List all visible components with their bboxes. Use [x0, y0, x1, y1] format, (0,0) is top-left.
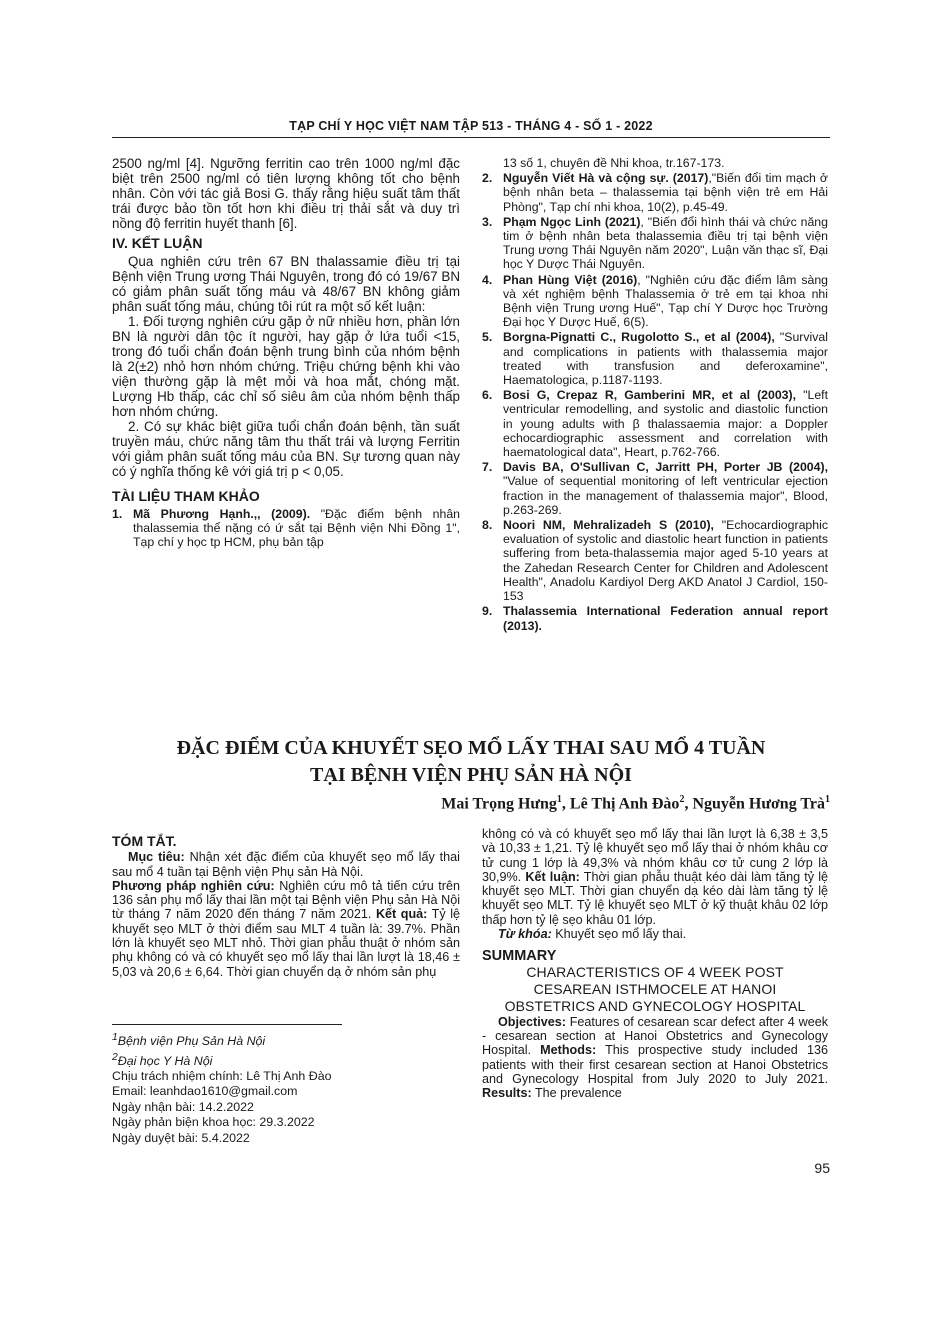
- summary-body: [482, 1015, 828, 1101]
- article-title: [112, 735, 830, 789]
- reference-text: "Đặc điểm bệnh nhân thalassemia thể nặng có ứ sắt tại Bệnh viện Nhi Đồng 1", Tạp chí y học tp HCM, phụ bản tập: [133, 507, 460, 550]
- reference-text: 13 số 1, chuyên đề Nhi khoa, tr.167-173.: [503, 156, 725, 170]
- article-title-line-1: ĐẶC ĐIỂM CỦA KHUYẾT SẸO MỔ LẤY THAI SAU MỔ 4 TUẦN: [176, 737, 766, 759]
- affiliation-2: [112, 1050, 452, 1070]
- affiliation-mark: 2: [112, 1051, 118, 1063]
- references-right: [482, 156, 828, 634]
- footnotes: [112, 1030, 452, 1146]
- abstract-text: Tỷ lệ khuyết sẹo MLT ở thời điểm sau MLT 4 tuần là: 39.7%. Phần lớn là khuyết sẹo MLT nhỏ. Thời gian phẫu thuật ở nhóm sản phụ không có và có khuyết sẹo mổ lấy thai lần lượt là 18,46 ± 5,03 và 20,6 ± 6,64. Thời gian chuyển dạ ở nhóm sản phụ: [112, 907, 461, 979]
- conclusion-intro: Qua nghiên cứu trên 67 BN thalassamie điều trị tại Bệnh viện Trung ương Thái Nguyên, trong đó có 19/67 BN có giảm phân suất tống máu và 48/67 BN không giảm phân suất tống máu, chúng tôi rút ra một số kết luận:: [112, 254, 460, 314]
- reference-item: [482, 215, 828, 272]
- label: Phương pháp nghiên cứu:: [112, 878, 275, 893]
- abstract-results-continued: [482, 827, 828, 927]
- reference-item: [112, 507, 460, 550]
- reference-text: "Echocardiographic evaluation of systolic and diastolic heart function in patients suffering from beta-thalassemia major aged 5-10 years at the Zahedan Research Center for Children and Adolescent Health", Anadolu Kardiyol Derg AKD Anatol J Cardiol, 150-153: [503, 518, 828, 604]
- affiliation-text: Đại học Y Hà Nội: [117, 1053, 213, 1068]
- reference-author: Nguyễn Viết Hà và cộng sự. (2017): [503, 171, 709, 186]
- conclusion-item-2: 2. Có sự khác biệt giữa tuổi chẩn đoán bệnh, tần suất truyền máu, chức năng tâm thu thất trái và lượng Ferritin với giảm phân suất tống máu của BN. Sự tương quan này có ý nghĩa thống kê với giá trị p < 0,05.: [112, 419, 460, 479]
- page-number: 95: [814, 1160, 830, 1176]
- summary-title: [482, 964, 828, 1015]
- reference-author: Davis BA, O'Sullivan C, Jarritt PH, Porter JB (2004),: [503, 460, 828, 475]
- reference-text: "Value of sequential monitoring of left ventricular ejection fraction in the management of thalassemia major", Blood, p.263-269.: [503, 474, 828, 517]
- label: Kết quả:: [375, 907, 428, 922]
- abstract-text: Thời gian phẫu thuật kéo dài làm tăng tỷ lệ khuyết sẹo MLT. Thời gian chuyển dạ kéo dài làm tăng tỷ lệ khuyết sẹo MLT. Tỷ lệ khuyết sẹo MLT ở kỹ thuật khâu 02 lớp thấp hơn tỷ lệ sẹo khâu 01 lớp.: [482, 869, 829, 927]
- left-column-top: [112, 156, 460, 550]
- label: Kết luận:: [525, 869, 580, 884]
- label: Results:: [482, 1086, 532, 1101]
- summary-title-line: CESAREAN ISTHMOCELE AT HANOI: [533, 980, 777, 997]
- reference-continued: [482, 156, 828, 170]
- summary-title-line: OBSTETRICS AND GYNECOLOGY HOSPITAL: [504, 997, 806, 1014]
- abstract-objective: [112, 850, 460, 879]
- reference-text: , "Biến đổi hình thái và chức năng tim ở bệnh nhân beta thalassemia điều trị tại bệnh viện Trung ương Thái Nguyên năm 2020", Luận văn thạc sĩ, Đại học Y Dược Thái Nguyên.: [503, 214, 828, 272]
- article-authors: Mai Trọng Hưng$^1$, Lê Thị Anh Đào$^2$, Nguyễn Hương Trà$^1$: [441, 794, 830, 813]
- author-affiliation-mark: 2: [679, 794, 685, 805]
- header-rule: [112, 137, 830, 138]
- reference-author: Phạm Ngọc Linh (2021): [503, 214, 641, 229]
- reference-text: ,"Biến đổi tim mạch ở bệnh nhân beta – thalassemia tại bệnh viện trẻ em Hải Phòng", Tạp chí nhi khoa, 10(2), p.45-49.: [503, 171, 828, 214]
- summary-title-line: CHARACTERISTICS OF 4 WEEK POST: [526, 963, 784, 980]
- author-name: Nguyễn Hương Trà: [692, 795, 825, 813]
- reference-item: [482, 460, 828, 517]
- reference-number: 6.: [482, 388, 493, 403]
- reference-item: [482, 171, 828, 214]
- abstract-text: Nghiên cứu mô tả tiến cứu trên 136 sản phụ mổ lấy thai lần một tại Bệnh viện Phụ sản Hà Nội từ tháng 7 năm 2020 đến tháng 7 năm 2021.: [112, 878, 461, 922]
- label: Mục tiêu:: [128, 850, 185, 865]
- affiliation-text: Bệnh viện Phụ Sản Hà Nội: [117, 1034, 266, 1049]
- reference-text: "Survival and complications in patients with thalassemia major treated with transfusion and deferoxamine", Haematologica, p.1187-1193.: [503, 330, 828, 388]
- abstract-right: [482, 827, 828, 1100]
- reference-number: 2.: [482, 171, 493, 186]
- reference-text: , "Nghiên cứu đặc điểm lâm sàng và xét nghiệm bệnh Thalassemia ở trẻ em tại khoa nhi Bệnh viện Trung ương Huế", Tạp chí Y Dược học Trường Đại học Y Dược Huế, 6(5).: [503, 272, 828, 330]
- abstract-text: Nhận xét đặc điểm của khuyết sẹo mổ lấy thai sau mổ 4 tuần tại Bệnh viện Phụ sản Hà Nội.: [112, 850, 460, 879]
- author-name: Mai Trọng Hưng: [441, 795, 557, 813]
- reference-item: [482, 388, 828, 459]
- conclusion-heading: IV. KẾT LUẬN: [112, 235, 203, 251]
- reference-number: 5.: [482, 330, 493, 345]
- conclusion-item-1: 1. Đối tượng nghiên cứu gặp ở nữ nhiều hơn, phần lớn BN là người dân tộc ít người, hay gặp ở lứa tuổi <15, trong đó tuổi chẩn đoán bệnh trung bình của nhóm bệnh là 2(±2) nhỏ hơn nhóm chứng. Triệu chứng bệnh khi vào viện thường gặp là mệt mỏi và hoa mắt, chóng mặt. Lượng Hb thấp, các chỉ số siêu âm của nhóm bệnh thấp hơn nhóm chứng.: [112, 314, 460, 419]
- reference-text: "Left ventricular remodelling, and systolic and diastolic function in young adults with β thalassaemia major: a Doppler echocardiographic assessment and correlation with haematological data", Heart, p.762-766.: [503, 388, 828, 460]
- references-left: [112, 507, 460, 550]
- abstract-text: Khuyết sẹo mổ lấy thai.: [551, 927, 687, 942]
- abstract-left: [112, 834, 460, 979]
- abstract-keywords: [482, 927, 828, 941]
- date-approved: Ngày duyệt bài: 5.4.2022: [112, 1130, 250, 1145]
- reference-number: 7.: [482, 460, 493, 475]
- reference-number: 1.: [112, 507, 123, 521]
- abstract-text: không có và có khuyết sẹo mổ lấy thai lần lượt là 6,38 ± 3,5 và 10,33 ± 1,21. Tỷ lệ khuyết sẹo mổ lấy thai ở nhóm khâu cơ tử cung 1 lớp là 49,3% và nhóm khâu cơ tử cung 2 lớp là 30,9%.: [482, 827, 828, 884]
- label: Từ khóa:: [498, 927, 552, 942]
- author-affiliation-mark: 1: [556, 794, 562, 805]
- references-heading: TÀI LIỆU THAM KHẢO: [112, 488, 260, 504]
- reference-number: 8.: [482, 518, 493, 533]
- abstract-methods: [112, 879, 460, 979]
- article-title-line-2: TẠI BỆNH VIỆN PHỤ SẢN HÀ NỘI: [310, 764, 632, 786]
- author-name: Lê Thị Anh Đào: [569, 795, 680, 813]
- reference-author: Mã Phương Hạnh.,, (2009).: [133, 507, 311, 521]
- label: Methods:: [540, 1043, 597, 1058]
- abstract-heading: TÓM TẮT.: [112, 833, 177, 849]
- contact-email: Email: leanhdao1610@gmail.com: [112, 1084, 298, 1099]
- summary-text: This prospective study included 136 patients with their first cesarean section at Hanoi Obstetrics and Gynecology Hospital from July 2020 to July 2021.: [482, 1043, 828, 1086]
- reference-author: Phan Hùng Việt (2016): [503, 272, 638, 287]
- paragraph-continued: 2500 ng/ml [4]. Ngưỡng ferritin cao trên 1000 ng/ml đặc biệt trên 2500 ng/ml có tiên lượng không tốt cho bệnh nhân. Còn với tác giả Bosi G. thấy rằng hiệu suất tâm thất trái được bảo tồn tốt hơn khi điều trị thải sắt và duy trì nồng độ ferritin huyết thanh [6].: [112, 156, 460, 231]
- summary-heading: SUMMARY: [482, 948, 557, 965]
- journal-header: TẠP CHÍ Y HỌC VIỆT NAM TẬP 513 - THÁNG 4 - SỐ 1 - 2022: [289, 119, 653, 133]
- summary-text: Features of cesarean scar defect after 4 week - cesarean section at Hanoi Obstetrics and Gynecology Hospital.: [482, 1014, 828, 1058]
- reference-item: [482, 330, 828, 387]
- affiliation-mark: 1: [112, 1032, 118, 1043]
- reference-author: Noori NM, Mehralizadeh S (2010),: [503, 518, 714, 533]
- reference-item: [482, 273, 828, 330]
- reference-number: 3.: [482, 214, 493, 229]
- reference-item: [482, 518, 828, 603]
- reference-item: [482, 604, 828, 632]
- responsible-author: Chịu trách nhiệm chính: Lê Thị Anh Đào: [112, 1069, 332, 1084]
- reference-author: Bosi G, Crepaz R, Gamberini MR, et al (2003),: [503, 388, 797, 403]
- author-affiliation-mark: 1: [825, 794, 830, 805]
- affiliation-1: [112, 1030, 452, 1050]
- reference-number: 9.: [482, 604, 493, 619]
- reference-author: Thalassemia International Federation annual report (2013).: [503, 604, 828, 633]
- reference-number: 4.: [482, 272, 493, 287]
- label: Objectives:: [498, 1014, 566, 1029]
- summary-text: The prevalence: [531, 1086, 622, 1101]
- reference-author: Borgna-Pignatti C., Rugolotto S., et al (2004),: [503, 330, 775, 345]
- date-received: Ngày nhận bài: 14.2.2022: [112, 1099, 254, 1114]
- footnote-rule: [112, 1024, 342, 1025]
- date-reviewed: Ngày phản biện khoa học: 29.3.2022: [112, 1115, 315, 1130]
